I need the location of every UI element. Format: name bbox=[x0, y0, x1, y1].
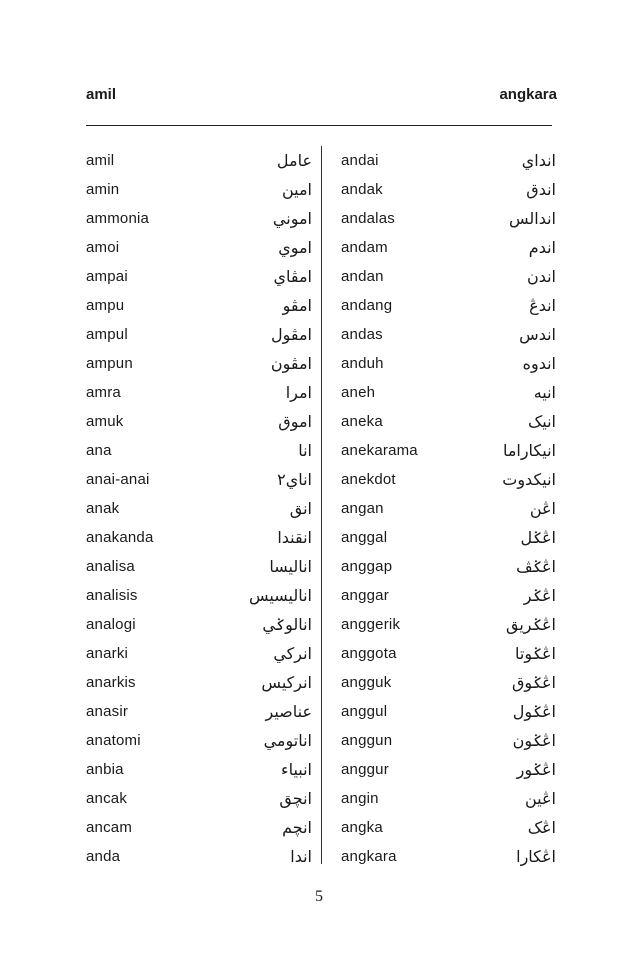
dictionary-entry bbox=[341, 146, 556, 175]
entry-jawi-word: اڠين bbox=[525, 789, 556, 808]
dictionary-entry bbox=[341, 668, 556, 697]
dictionary-entry bbox=[341, 465, 556, 494]
entry-jawi-word: اندم bbox=[528, 238, 556, 257]
entry-jawi-word: اندن bbox=[526, 267, 556, 286]
entry-latin-word: anak bbox=[86, 500, 120, 517]
right-column bbox=[341, 146, 556, 871]
entry-latin-word: angguk bbox=[341, 674, 392, 691]
entry-latin-word: anggal bbox=[341, 529, 388, 546]
entry-jawi-word: امڤو bbox=[282, 296, 312, 315]
entry-jawi-word: انيکدوت bbox=[502, 470, 556, 489]
entry-jawi-word: انداي bbox=[521, 151, 556, 170]
entry-jawi-word: اڠݢريق bbox=[506, 615, 556, 634]
entry-latin-word: andas bbox=[341, 326, 383, 343]
dictionary-entry bbox=[86, 755, 312, 784]
entry-latin-word: anasir bbox=[86, 703, 129, 720]
entry-jawi-word: اناليسا bbox=[269, 557, 312, 576]
dictionary-entry bbox=[341, 494, 556, 523]
header-rule bbox=[86, 125, 552, 126]
dictionary-entry bbox=[86, 233, 312, 262]
entry-latin-word: analogi bbox=[86, 616, 136, 633]
entry-jawi-word: اڠݢڤ bbox=[516, 557, 556, 576]
dictionary-entry bbox=[86, 697, 312, 726]
entry-latin-word: aneka bbox=[341, 413, 383, 430]
dictionary-entry bbox=[86, 842, 312, 871]
entry-latin-word: anekarama bbox=[341, 442, 418, 459]
dictionary-entry bbox=[86, 407, 312, 436]
entry-jawi-word: اندڠ bbox=[529, 296, 556, 315]
dictionary-entry bbox=[86, 610, 312, 639]
entry-latin-word: amuk bbox=[86, 413, 124, 430]
entry-latin-word: aneh bbox=[341, 384, 376, 401]
entry-latin-word: anggar bbox=[341, 587, 389, 604]
entry-jawi-word: اموق bbox=[278, 412, 312, 431]
entry-latin-word: angin bbox=[341, 790, 379, 807]
dictionary-entry bbox=[341, 407, 556, 436]
entry-jawi-word: اموي bbox=[278, 238, 312, 257]
dictionary-entry bbox=[86, 465, 312, 494]
dictionary-entry bbox=[86, 378, 312, 407]
entry-jawi-word: اناليسيس bbox=[249, 586, 312, 605]
dictionary-entry bbox=[86, 668, 312, 697]
dictionary-entry bbox=[341, 349, 556, 378]
dictionary-entry bbox=[341, 175, 556, 204]
entry-latin-word: amra bbox=[86, 384, 121, 401]
entry-jawi-word: انيک bbox=[527, 412, 556, 431]
entry-latin-word: anarki bbox=[86, 645, 129, 662]
dictionary-entry bbox=[86, 349, 312, 378]
entry-jawi-word: اناتومي bbox=[263, 731, 312, 750]
entry-latin-word: angka bbox=[341, 819, 383, 836]
entry-latin-word: ammonia bbox=[86, 210, 150, 227]
entry-latin-word: amil bbox=[86, 152, 115, 169]
entry-latin-word: andalas bbox=[341, 210, 395, 227]
entry-latin-word: ancam bbox=[86, 819, 133, 836]
dictionary-entry bbox=[86, 813, 312, 842]
dictionary-entry bbox=[341, 726, 556, 755]
entry-latin-word: anbia bbox=[86, 761, 124, 778]
entry-latin-word: angan bbox=[341, 500, 384, 517]
entry-latin-word: andan bbox=[341, 268, 384, 285]
entry-latin-word: anai-anai bbox=[86, 471, 150, 488]
entry-jawi-word: اڠݢر bbox=[523, 586, 556, 605]
entry-latin-word: anggur bbox=[341, 761, 389, 778]
dictionary-entry bbox=[341, 581, 556, 610]
dictionary-entry bbox=[86, 784, 312, 813]
entry-jawi-word: انقندا bbox=[277, 528, 312, 547]
dictionary-entry bbox=[341, 233, 556, 262]
dictionary-entry bbox=[341, 610, 556, 639]
entry-latin-word: amin bbox=[86, 181, 120, 198]
entry-latin-word: angkara bbox=[341, 848, 397, 865]
dictionary-entry bbox=[341, 639, 556, 668]
entry-jawi-word: اڠݢول bbox=[512, 702, 556, 721]
dictionary-entry bbox=[86, 175, 312, 204]
entry-jawi-word: اڠݢوق bbox=[511, 673, 556, 692]
entry-latin-word: anduh bbox=[341, 355, 384, 372]
entry-latin-word: anggul bbox=[341, 703, 388, 720]
entry-jawi-word: اندق bbox=[526, 180, 556, 199]
entry-latin-word: anarkis bbox=[86, 674, 136, 691]
entry-jawi-word: امرا bbox=[285, 383, 312, 402]
entry-latin-word: andang bbox=[341, 297, 393, 314]
entry-jawi-word: اندا bbox=[290, 847, 312, 866]
dictionary-entry bbox=[86, 494, 312, 523]
entry-jawi-word: اڠکارا bbox=[516, 847, 556, 866]
dictionary-entry bbox=[341, 262, 556, 291]
entry-jawi-word: امڤون bbox=[270, 354, 312, 373]
entry-jawi-word: امڤاي bbox=[273, 267, 312, 286]
dictionary-entry bbox=[86, 639, 312, 668]
dictionary-entry bbox=[341, 697, 556, 726]
entry-latin-word: ampul bbox=[86, 326, 128, 343]
dictionary-entry bbox=[86, 262, 312, 291]
entry-jawi-word: انق bbox=[289, 499, 312, 518]
entry-latin-word: anggun bbox=[341, 732, 393, 749]
entry-latin-word: anggap bbox=[341, 558, 393, 575]
entry-jawi-word: انچق bbox=[279, 789, 312, 808]
entry-jawi-word: عناصير bbox=[265, 702, 312, 721]
dictionary-entry bbox=[341, 378, 556, 407]
dictionary-entry bbox=[86, 552, 312, 581]
entry-jawi-word: اڠݢون bbox=[512, 731, 556, 750]
dictionary-entry bbox=[341, 784, 556, 813]
dictionary-entry bbox=[341, 755, 556, 784]
entry-jawi-word: اڠک bbox=[527, 818, 556, 837]
dictionary-entry bbox=[86, 523, 312, 552]
entry-jawi-word: اندالس bbox=[508, 209, 556, 228]
dictionary-entry bbox=[341, 436, 556, 465]
entry-latin-word: anatomi bbox=[86, 732, 141, 749]
entry-latin-word: analisa bbox=[86, 558, 135, 575]
entry-latin-word: andam bbox=[341, 239, 388, 256]
entry-jawi-word: امڤول bbox=[271, 325, 312, 344]
entry-latin-word: andak bbox=[341, 181, 383, 198]
entry-jawi-word: انالوݢي bbox=[262, 615, 312, 634]
entry-jawi-word: انا bbox=[298, 441, 312, 460]
dictionary-entry bbox=[86, 581, 312, 610]
entry-jawi-word: انرکيس bbox=[261, 673, 312, 692]
entry-latin-word: anakanda bbox=[86, 529, 154, 546]
entry-latin-word: amoi bbox=[86, 239, 120, 256]
dictionary-entry bbox=[86, 291, 312, 320]
entry-jawi-word: اڠݢوتا bbox=[515, 644, 556, 663]
page-number: 5 bbox=[315, 888, 323, 905]
entry-jawi-word: اناي٢ bbox=[277, 470, 312, 489]
left-column bbox=[86, 146, 312, 871]
entry-latin-word: andai bbox=[341, 152, 379, 169]
dictionary-entry bbox=[341, 523, 556, 552]
entry-latin-word: ampai bbox=[86, 268, 128, 285]
entry-latin-word: anggerik bbox=[341, 616, 401, 633]
dictionary-entry bbox=[341, 320, 556, 349]
dictionary-entry bbox=[341, 842, 556, 871]
column-divider bbox=[321, 146, 322, 864]
entry-latin-word: ampun bbox=[86, 355, 133, 372]
entry-jawi-word: انچم bbox=[282, 818, 312, 837]
dictionary-entry bbox=[341, 813, 556, 842]
entry-latin-word: ancak bbox=[86, 790, 128, 807]
guide-word-right: angkara bbox=[499, 86, 557, 103]
dictionary-entry bbox=[341, 204, 556, 233]
dictionary-entry bbox=[341, 552, 556, 581]
entry-jawi-word: اندوه bbox=[522, 354, 556, 373]
entry-latin-word: anda bbox=[86, 848, 121, 865]
dictionary-entry bbox=[86, 726, 312, 755]
entry-latin-word: anekdot bbox=[341, 471, 396, 488]
entry-latin-word: anggota bbox=[341, 645, 397, 662]
dictionary-entry bbox=[86, 320, 312, 349]
dictionary-entry bbox=[86, 436, 312, 465]
entry-latin-word: analisis bbox=[86, 587, 138, 604]
entry-jawi-word: انرکي bbox=[273, 644, 312, 663]
entry-jawi-word: امين bbox=[281, 180, 312, 199]
entry-latin-word: ana bbox=[86, 442, 112, 459]
entry-jawi-word: انيه bbox=[533, 383, 556, 402]
entry-jawi-word: اڠݢور bbox=[516, 760, 556, 779]
entry-jawi-word: اندس bbox=[519, 325, 556, 344]
dictionary-entry bbox=[86, 146, 312, 175]
entry-jawi-word: عامل bbox=[276, 151, 312, 170]
guide-word-left: amil bbox=[86, 86, 117, 103]
dictionary-entry bbox=[86, 204, 312, 233]
dictionary-entry bbox=[341, 291, 556, 320]
entry-jawi-word: اڠݢل bbox=[520, 528, 556, 547]
entry-jawi-word: انبياء bbox=[281, 760, 312, 779]
entry-jawi-word: اموني bbox=[272, 209, 312, 228]
entry-latin-word: ampu bbox=[86, 297, 125, 314]
entry-jawi-word: انيکاراما bbox=[502, 441, 556, 460]
entry-jawi-word: اڠن bbox=[529, 499, 556, 518]
